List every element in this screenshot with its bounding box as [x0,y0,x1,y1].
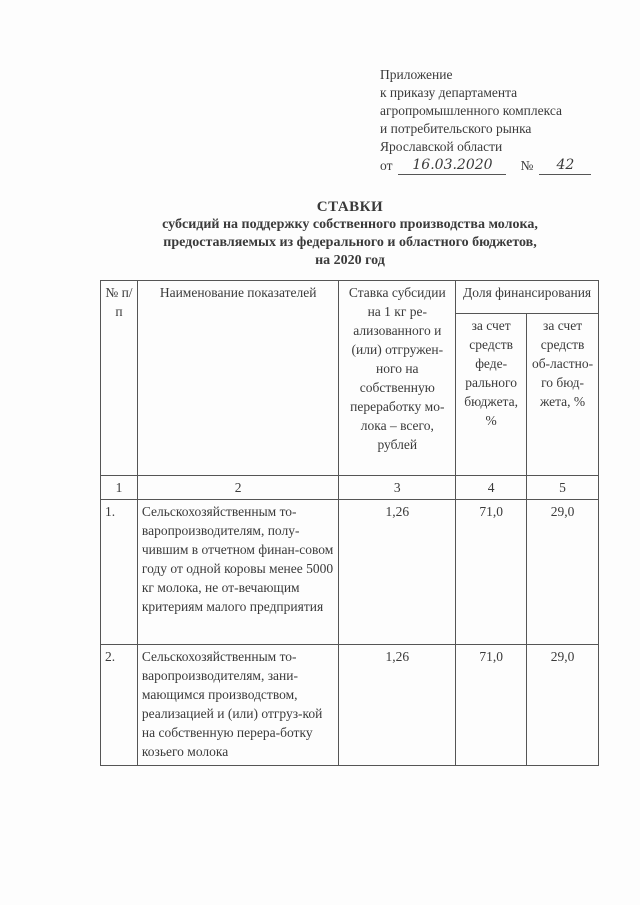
title-line: на 2020 год [315,253,385,268]
appendix-line: агропромышленного комплекса [380,103,562,118]
order-date: 16.03.2020 [398,156,506,175]
header-name: Наименование показателей [137,281,339,476]
order-number: 42 [539,156,591,175]
row-num: 2. [101,645,138,766]
table-row [101,500,599,645]
document-title [100,198,600,270]
row-federal: 71,0 [456,645,527,766]
number-label: № [520,158,534,173]
table-row [101,645,599,766]
row-rate: 1,26 [339,500,456,645]
header-federal: за счет средств феде-рального бюджета, % [456,313,527,475]
title-line: субсидий на поддержку собственного производства молока, [162,217,538,232]
row-regional: 29,0 [527,645,599,766]
date-prefix: от [380,158,393,173]
row-rate: 1,26 [339,645,456,766]
rates-table [100,280,599,766]
header-regional: за счет средств об-ластно-го бюд-жета, % [527,313,599,475]
appendix-block [380,66,591,175]
row-federal: 71,0 [456,500,527,645]
appendix-line: к приказу департамента [380,85,518,100]
header-share: Доля финансирования [456,281,599,314]
col-number: 4 [456,476,527,500]
header-num: № п/п [101,281,138,476]
title-line: предоставляемых из федерального и областного бюджетов, [163,235,537,250]
title-heading: СТАВКИ [316,199,384,215]
header-row [101,281,599,314]
col-number: 5 [527,476,599,500]
header-rate: Ставка субсидии на 1 кг ре-ализованного и (или) отгружен-ного на собственную переработку мо-лока – всего, рублей [339,281,456,476]
appendix-line: и потребительского рынка [380,121,532,136]
appendix-line: Ярославской области [380,139,503,154]
col-number: 3 [339,476,456,500]
column-number-row [101,476,599,500]
row-name: Сельскохозяйственным то-варопроизводителям, полу-чившим в отчетном финан-совом году от одной коровы менее 5000 кг молока, не от-вечающим критериям малого предприятия [137,500,339,645]
col-number: 2 [137,476,339,500]
appendix-line: Приложение [380,67,453,82]
row-num: 1. [101,500,138,645]
row-regional: 29,0 [527,500,599,645]
order-date-line [380,156,591,175]
row-name: Сельскохозяйственным то-варопроизводителям, зани-мающимся производством, реализацией и (или) отгруз-кой на собственную перера-ботку козьего молока [137,645,339,766]
col-number: 1 [101,476,138,500]
